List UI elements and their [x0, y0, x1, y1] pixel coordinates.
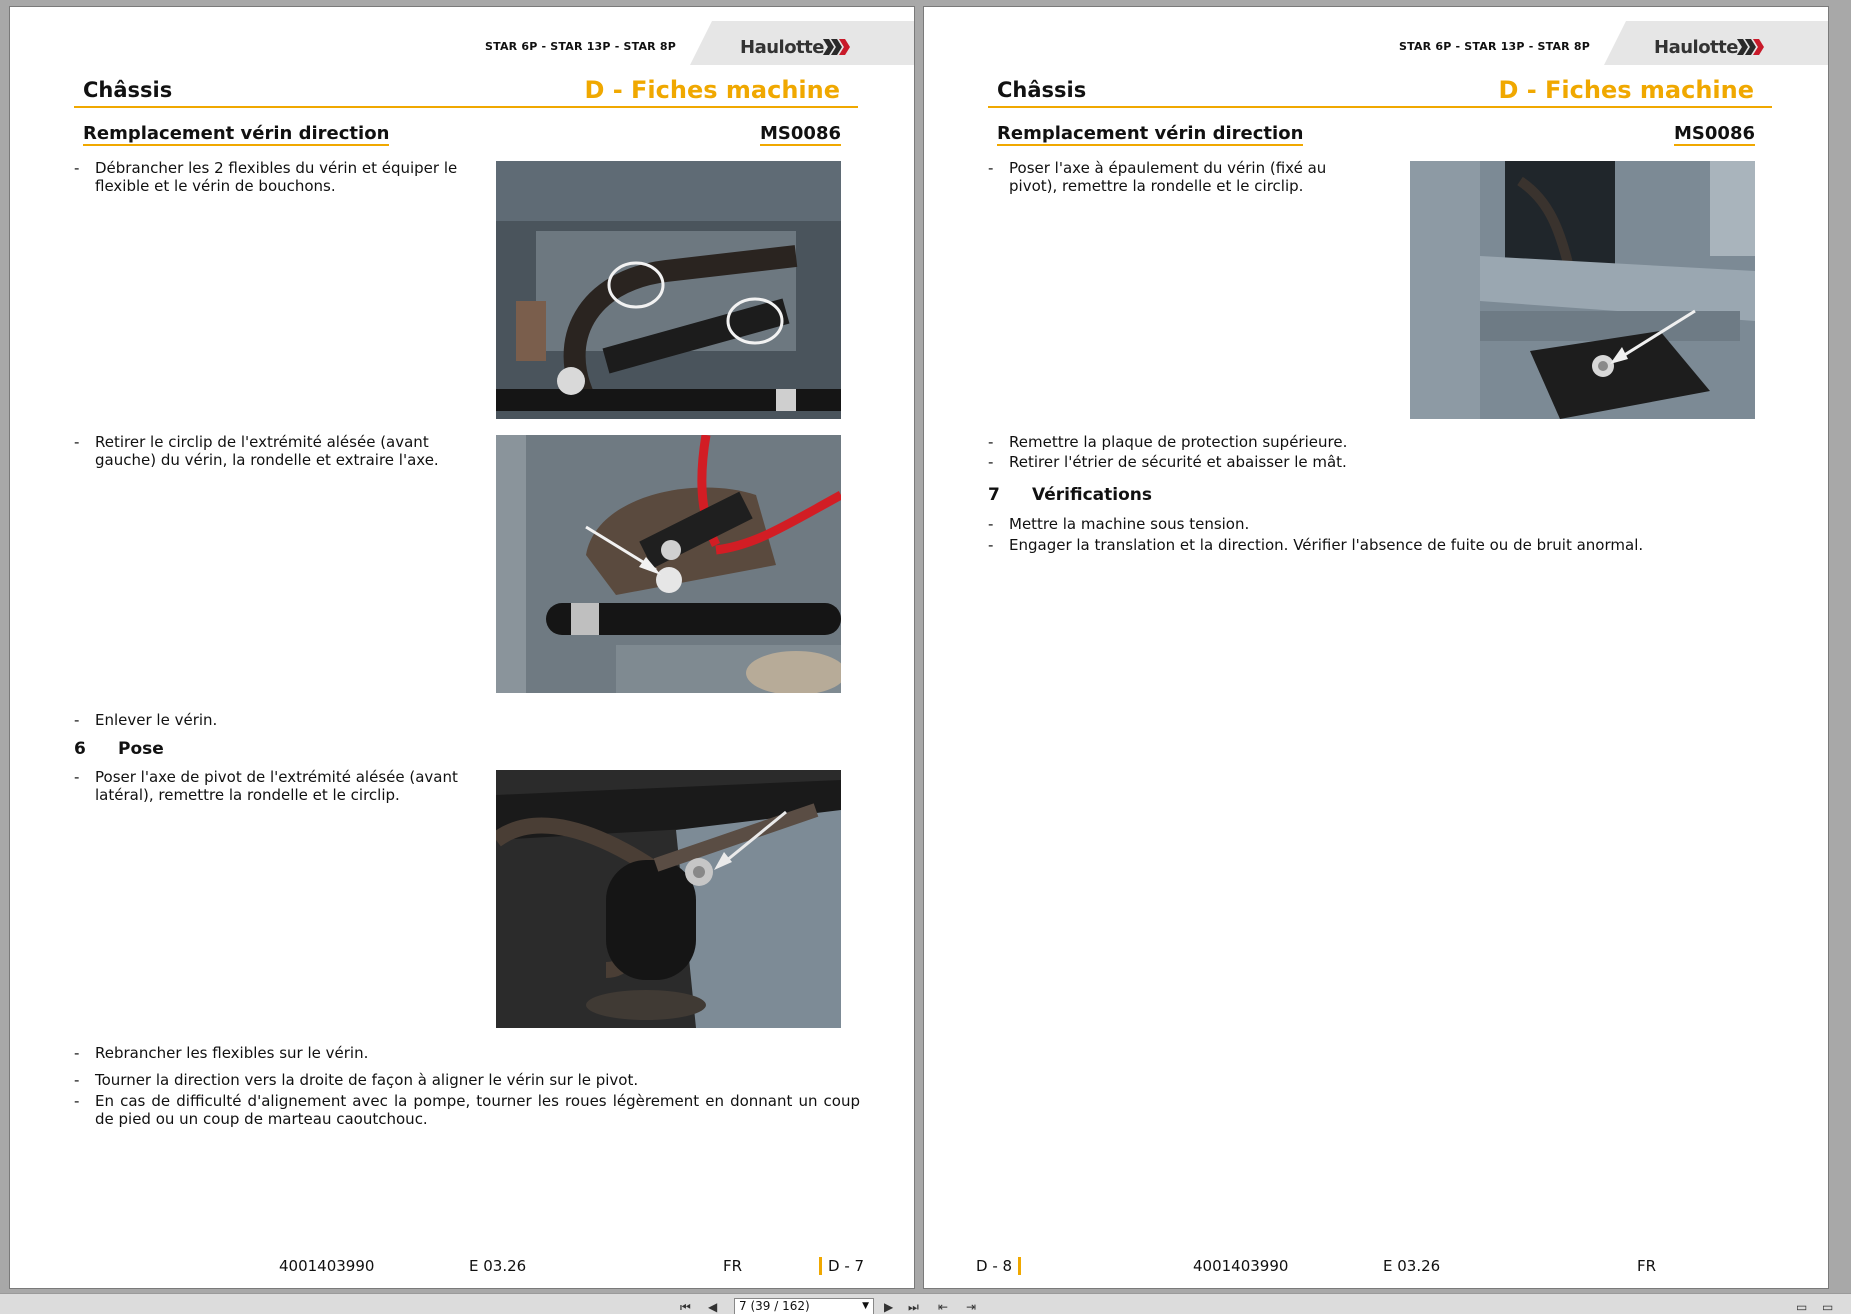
step-item: - En cas de difficulté d'alignement avec la pompe, tourner les roues légèrement en donnant un coup de pied ou un coup de marteau caoutchouc.	[74, 1092, 860, 1128]
haulotte-logo	[1654, 36, 1764, 58]
step-item: - Débrancher les 2 flexibles du vérin et équiper le flexible et le vérin de bouchons.	[74, 159, 458, 195]
header-rule	[988, 106, 1772, 108]
step-item: - Engager la translation et la direction. Vérifier l'absence de fuite ou de bruit anormal.	[988, 536, 1644, 554]
step-item: - Remettre la plaque de protection supérieure.	[988, 433, 1348, 451]
photo-circlip-removal	[496, 435, 841, 693]
procedure-code: MS0086	[760, 123, 841, 144]
chapter-title: D - Fiches machine	[584, 76, 840, 104]
footer-page-number: D - 8	[976, 1257, 1021, 1275]
chevron-down-icon: ▼	[862, 1301, 869, 1311]
subsection-heading: 7 Vérifications	[988, 485, 1152, 505]
chapter-title: D - Fiches machine	[1498, 76, 1754, 104]
previous-page-icon[interactable]: ◀	[708, 1300, 718, 1314]
step-item: - Poser l'axe de pivot de l'extrémité alésée (avant latéral), remettre la rondelle et le circlip.	[74, 768, 458, 804]
go-forward-icon[interactable]: ⇥	[966, 1300, 977, 1314]
document-page-left	[9, 6, 915, 1289]
step-item: - Enlever le vérin.	[74, 711, 218, 729]
section-title: Châssis	[997, 78, 1087, 102]
next-page-icon[interactable]: ▶	[884, 1300, 894, 1314]
chevrons-icon	[1740, 39, 1764, 55]
haulotte-logo	[740, 36, 850, 58]
go-back-icon[interactable]: ⇤	[938, 1300, 949, 1314]
procedure-title: Remplacement vérin direction	[83, 123, 390, 144]
section-title: Châssis	[83, 78, 173, 102]
footer-language: FR	[723, 1257, 743, 1275]
photo-pivot-install	[496, 770, 841, 1028]
viewer-toolbar	[0, 1293, 1851, 1314]
step-item: - Poser l'axe à épaulement du vérin (fixé au pivot), remettre la rondelle et le circlip.	[988, 159, 1327, 195]
subsection-heading: 6 Pose	[74, 739, 164, 759]
step-item: - Retirer le circlip de l'extrémité alésée (avant gauche) du vérin, la rondelle et extraire l'axe.	[74, 433, 439, 469]
footer-doc-number: 4001403990	[279, 1257, 375, 1275]
footer-edition: E 03.26	[469, 1257, 527, 1275]
photo-shoulder-pin	[1410, 161, 1755, 419]
procedure-code: MS0086	[1674, 123, 1755, 144]
last-page-icon[interactable]: ⏭	[908, 1300, 919, 1314]
step-item: - Tourner la direction vers la droite de façon à aligner le vérin sur le pivot.	[74, 1071, 639, 1089]
brand-name: Haulotte	[1654, 36, 1738, 58]
page-number-select[interactable]: 7 (39 / 162) ▼	[734, 1298, 874, 1314]
two-page-view-icon[interactable]: ▭	[1822, 1300, 1834, 1314]
document-page-right	[923, 6, 1829, 1289]
brand-name: Haulotte	[740, 36, 824, 58]
step-item: - Mettre la machine sous tension.	[988, 515, 1250, 533]
photo-hoses-disconnect	[496, 161, 841, 419]
model-list: STAR 6P - STAR 13P - STAR 8P	[1398, 40, 1590, 53]
single-page-view-icon[interactable]: ▭	[1796, 1300, 1808, 1314]
footer-language: FR	[1637, 1257, 1657, 1275]
model-list: STAR 6P - STAR 13P - STAR 8P	[484, 40, 676, 53]
footer-doc-number: 4001403990	[1193, 1257, 1289, 1275]
footer-edition: E 03.26	[1383, 1257, 1441, 1275]
chevrons-icon	[826, 39, 850, 55]
step-item: - Rebrancher les flexibles sur le vérin.	[74, 1044, 369, 1062]
step-item: - Retirer l'étrier de sécurité et abaisser le mât.	[988, 453, 1347, 471]
first-page-icon[interactable]: ⏮	[680, 1300, 691, 1314]
footer-page-number: D - 7	[819, 1257, 864, 1275]
header-rule	[74, 106, 858, 108]
procedure-title: Remplacement vérin direction	[997, 123, 1304, 144]
